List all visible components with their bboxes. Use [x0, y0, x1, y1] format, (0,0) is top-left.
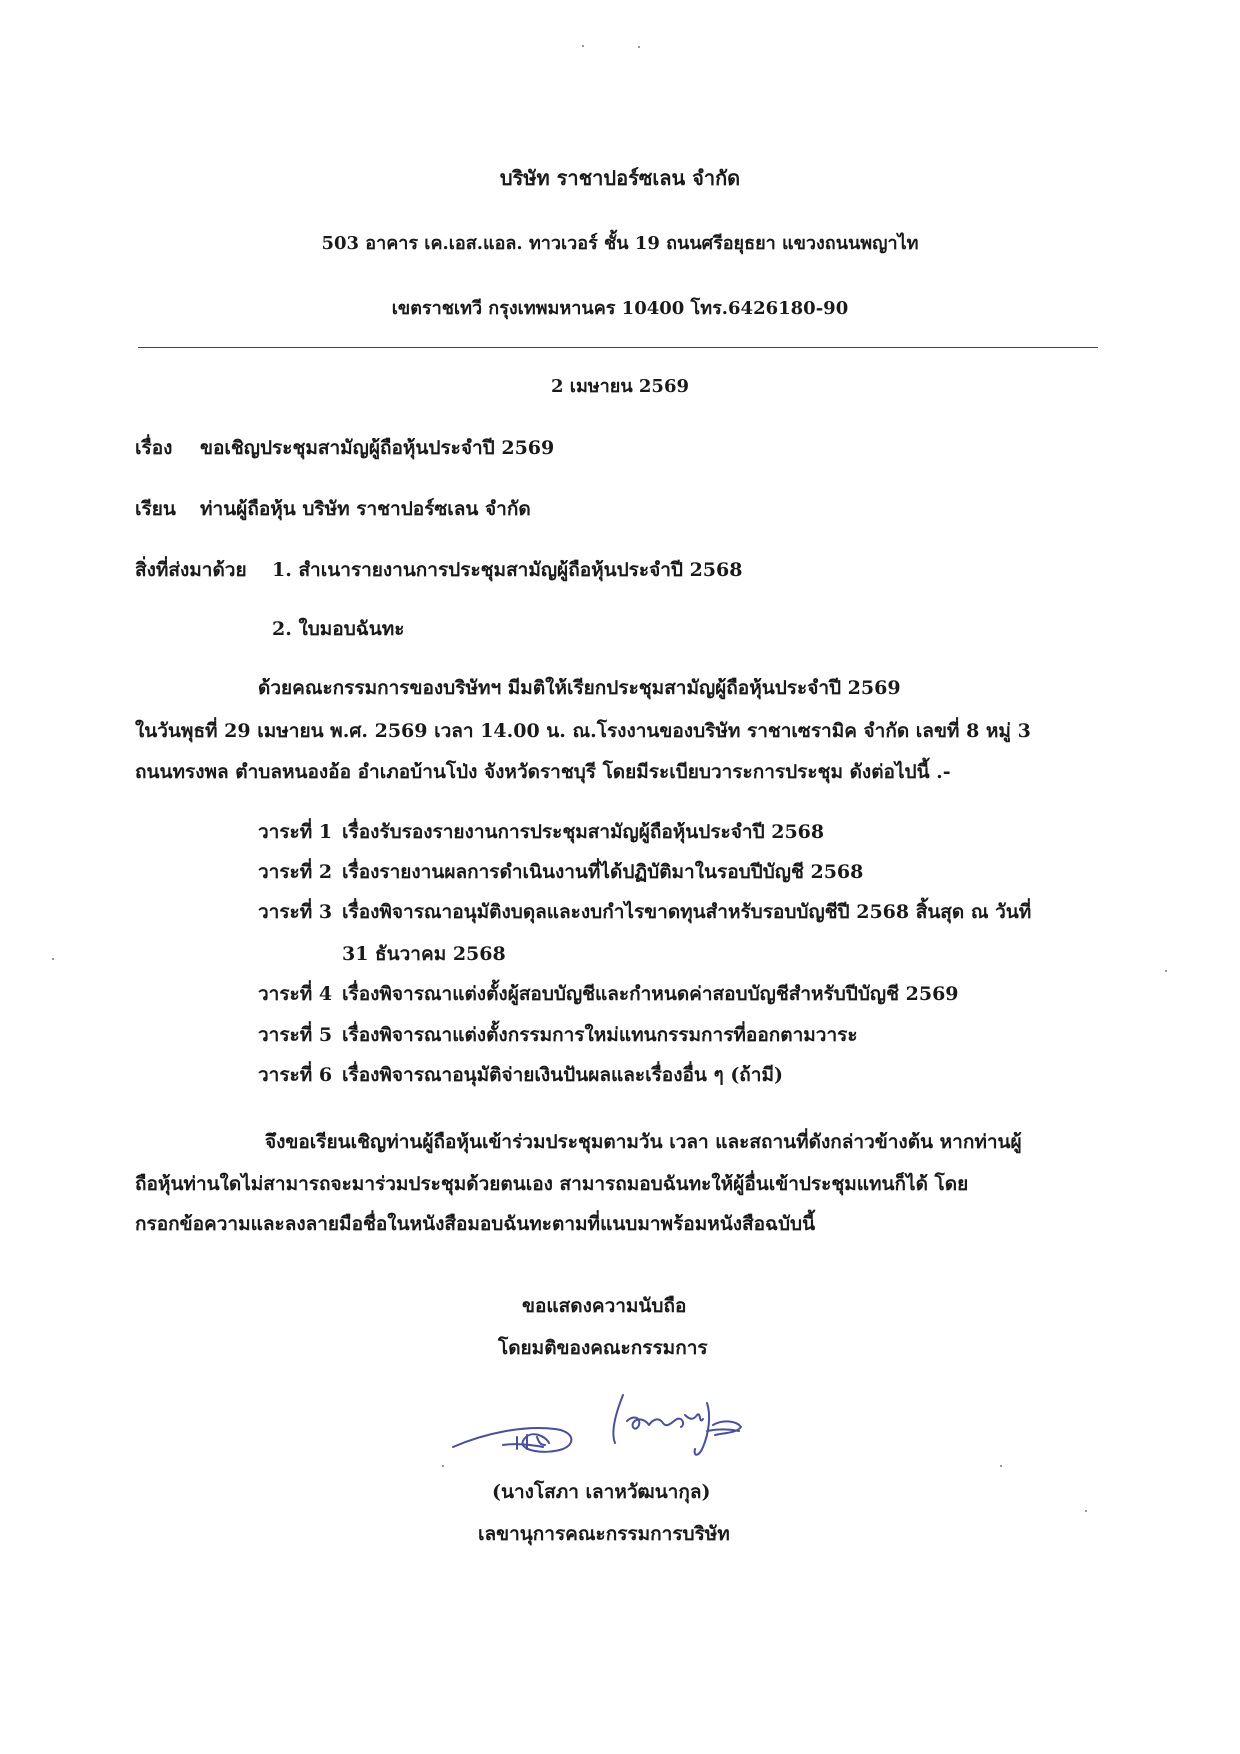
enclosure-item-2: 2. ใบมอบฉันทะ: [272, 618, 405, 640]
scan-speck: [442, 1465, 444, 1467]
intro-line-2: ในวันพุธที่ 29 เมษายน พ.ศ. 2569 เวลา 14.00 น. ณ.โรงงานของบริษัท ราชาเซรามิค จำกัด เลขที่ 8 หมู่ 3: [135, 720, 1031, 742]
agenda-label: วาระที่ 3: [258, 901, 333, 923]
agenda-text: เรื่องรับรองรายงานการประชุมสามัญผู้ถือหุ้นประจำปี 2568: [342, 821, 825, 843]
closing-line-1: จึงขอเรียนเชิญท่านผู้ถือหุ้นเข้าร่วมประชุมตามวัน เวลา และสถานที่ดังกล่าวข้างต้น หากท่านผู้: [265, 1131, 1022, 1153]
agenda-label: วาระที่ 2: [258, 861, 333, 883]
agenda-text: เรื่องพิจารณาอนุมัติจ่ายเงินปันผลและเรื่องอื่น ๆ (ถ้ามี): [342, 1064, 783, 1086]
signatory-title: เลขานุการคณะกรรมการบริษัท: [478, 1523, 730, 1545]
subject-text: ขอเชิญประชุมสามัญผู้ถือหุ้นประจำปี 2569: [200, 437, 555, 459]
agenda-text: เรื่องพิจารณาแต่งตั้งผู้สอบบัญชีและกำหนดค่าสอบบัญชีสำหรับปีบัญชี 2569: [342, 983, 959, 1005]
closing-line-3: กรอกข้อความและลงลายมือชื่อในหนังสือมอบฉันทะตามที่แนบมาพร้อมหนังสือฉบับนี้: [135, 1213, 816, 1235]
intro-line-3: ถนนทรงพล ตำบลหนองอ้อ อำเภอบ้านโป่ง จังหวัดราชบุรี โดยมีระเบียบวาระการประชุม ดังต่อไปนี้ .-: [135, 761, 951, 783]
signatory-name: (นางโสภา เลาหวัฒนากุล): [492, 1481, 711, 1503]
letter-date: 2 เมษายน 2569: [551, 376, 689, 397]
scan-speck: [52, 958, 54, 960]
intro-line-1: ด้วยคณะกรรมการของบริษัทฯ มีมติให้เรียกประชุมสามัญผู้ถือหุ้นประจำปี 2569: [258, 677, 901, 699]
enclosure-item-1: 1. สำเนารายงานการประชุมสามัญผู้ถือหุ้นประจำปี 2568: [272, 559, 743, 581]
scan-speck: [582, 45, 584, 47]
scan-speck: [1165, 970, 1167, 972]
scan-speck: [1085, 1510, 1087, 1512]
agenda-text-continued: 31 ธันวาคม 2568: [342, 943, 506, 965]
scan-speck: [1000, 1465, 1002, 1467]
enclosures-label: สิ่งที่ส่งมาด้วย: [135, 559, 247, 581]
company-name: บริษัท ราชาปอร์ซเลน จำกัด: [499, 166, 741, 190]
closing-line-2: ถือหุ้นท่านใดไม่สามารถจะมาร่วมประชุมด้วยตนเอง สามารถมอบฉันทะให้ผู้อื่นเข้าประชุมแทนก็ได้ โดย: [135, 1173, 969, 1195]
by-resolution: โดยมติของคณะกรรมการ: [498, 1337, 708, 1359]
agenda-text: เรื่องพิจารณาแต่งตั้งกรรมการใหม่แทนกรรมการที่ออกตามวาระ: [342, 1024, 858, 1046]
company-address-line1: 503 อาคาร เค.เอส.แอล. ทาวเวอร์ ชั้น 19 ถนนศรีอยุธยา แขวงถนนพญาไท: [321, 233, 919, 254]
company-address-line2: เขตราชเทวี กรุงเทพมหานคร 10400 โทร.6426180-90: [391, 298, 849, 319]
agenda-label: วาระที่ 6: [258, 1064, 333, 1086]
addressee-text: ท่านผู้ถือหุ้น บริษัท ราชาปอร์ซเลน จำกัด: [200, 498, 531, 520]
agenda-label: วาระที่ 4: [258, 983, 333, 1005]
scan-speck: [638, 46, 640, 48]
agenda-text: เรื่องรายงานผลการดำเนินงานที่ได้ปฏิบัติมาในรอบปีบัญชี 2568: [342, 861, 864, 883]
header-divider: [138, 347, 1098, 348]
regards: ขอแสดงความนับถือ: [522, 1295, 687, 1317]
agenda-label: วาระที่ 1: [258, 821, 333, 843]
agenda-text: เรื่องพิจารณาอนุมัติงบดุลและงบกำไรขาดทุนสำหรับรอบบัญชีปี 2568 สิ้นสุด ณ วันที่: [342, 901, 1032, 923]
subject-label: เรื่อง: [135, 437, 173, 459]
signature-image: [445, 1385, 785, 1480]
agenda-label: วาระที่ 5: [258, 1024, 333, 1046]
addressee-label: เรียน: [135, 498, 176, 520]
